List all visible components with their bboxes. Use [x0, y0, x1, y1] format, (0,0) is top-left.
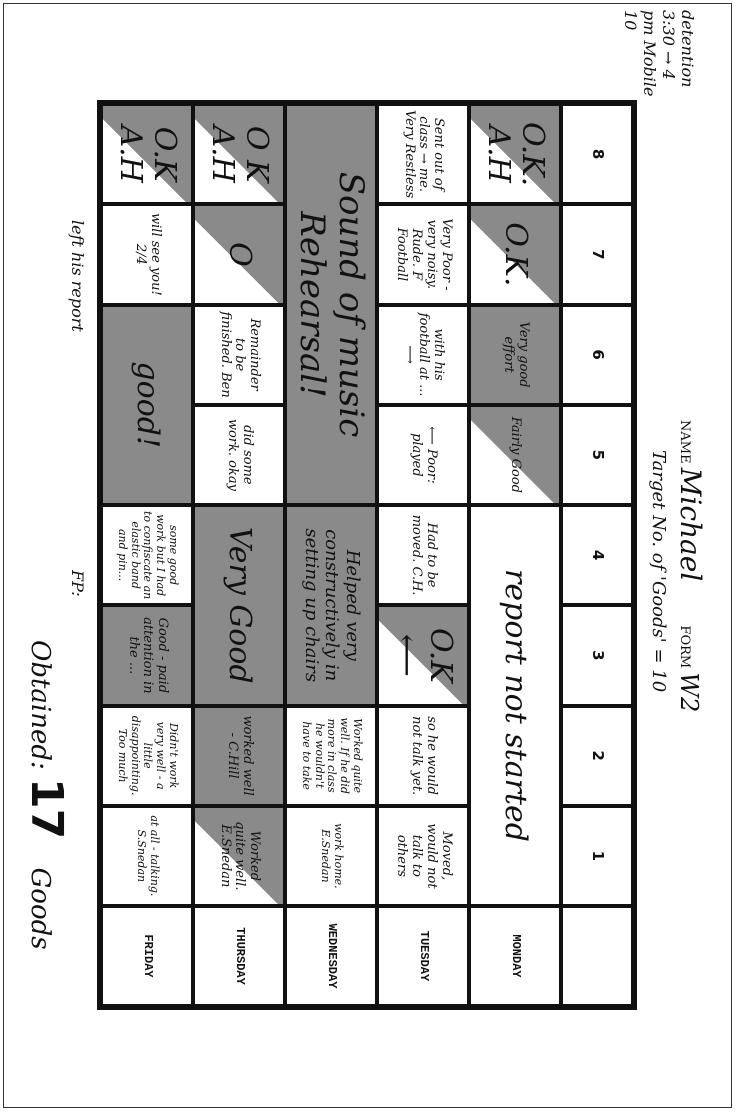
- wed-p2: Worked quite well. If he did more in class he wouldn't have to take: [285, 706, 377, 806]
- fri-p4: some good work but I had to confiscate an elastic band and pin...: [101, 505, 193, 605]
- thu-p8: O K A.H: [193, 104, 285, 204]
- thu-p1: Worked quite well. E.Snedan: [193, 806, 285, 906]
- mon-p8: O.K. A.H: [469, 104, 561, 204]
- mon-p5: Fairly Good: [469, 405, 561, 505]
- tue-p4: Had to be moved. C.H.: [377, 505, 469, 605]
- mon-p6: Very good effort: [469, 305, 561, 405]
- left-report-note: left his report: [68, 220, 87, 332]
- col-header-7: 7: [561, 204, 633, 304]
- col-header-4: 4: [561, 505, 633, 605]
- obtained-line: [21, 640, 72, 950]
- thu-p7: O: [193, 204, 285, 304]
- fp-note: FP:: [68, 570, 87, 597]
- fri-p7: will see you! 2/4: [101, 204, 193, 304]
- tue-p2: so he would not talk yet.: [377, 706, 469, 806]
- tue-p8: Sent out of class → me. Very Restless: [377, 104, 469, 204]
- fri-p3: Good - paid attention in the ...: [101, 605, 193, 705]
- wed-p3-4: Helped very constructively in setting up chairs: [285, 505, 377, 706]
- tue-p1: Moved, would not talk to others: [377, 806, 469, 906]
- name-line: [674, 420, 707, 712]
- col-header-3: 3: [561, 605, 633, 705]
- report-grid: [97, 100, 637, 1010]
- col-header-6: 6: [561, 305, 633, 405]
- tue-p3: O.K ⟵: [377, 605, 469, 705]
- mon-p7: O.K.: [469, 204, 561, 304]
- day-wednesday: WEDNESDAY: [285, 906, 377, 1006]
- wed-p5-8: Sound of music Rehearsal!: [285, 104, 377, 505]
- col-header-day: [561, 906, 633, 1006]
- col-header-2: 2: [561, 706, 633, 806]
- target-text: Target No. of 'Goods' = 10: [648, 450, 669, 693]
- goods-label: Goods: [25, 867, 55, 950]
- form-value: W2: [675, 672, 703, 713]
- day-friday: FRIDAY: [101, 906, 193, 1006]
- obtained-label: Obtained:: [25, 640, 55, 770]
- form-label: FORM: [677, 625, 692, 669]
- tue-p7: Very Poor - very noisy. Rude. F Football: [377, 204, 469, 304]
- obtained-value: 17: [21, 778, 72, 840]
- wed-p1: work home. E.Snedan: [285, 806, 377, 906]
- thu-p3-4: Very Good: [193, 505, 285, 706]
- tue-p5: ⟵ Poor: played: [377, 405, 469, 505]
- thu-p6: Remainder to be finished. Ben: [193, 305, 285, 405]
- fri-p8: O.K A.H: [101, 104, 193, 204]
- day-monday: MONDAY: [469, 906, 561, 1006]
- col-header-1: 1: [561, 806, 633, 906]
- detention-note: detention 3:30 → 4 pm Mobile 10: [621, 10, 697, 97]
- thu-p5: did some work. okay: [193, 405, 285, 505]
- mon-p1-4: report not started: [469, 505, 561, 906]
- day-thursday: THURSDAY: [193, 906, 285, 1006]
- thu-p2: worked well - C.Hill: [193, 706, 285, 806]
- tue-p6: with his football at ... ⟶: [377, 305, 469, 405]
- day-tuesday: TUESDAY: [377, 906, 469, 1006]
- fri-p1: at all - talking. S.Snedan: [101, 806, 193, 906]
- name-label: NAME: [677, 420, 692, 464]
- fri-p5-6: good!: [101, 305, 193, 506]
- col-header-5: 5: [561, 405, 633, 505]
- col-header-8: 8: [561, 104, 633, 204]
- fri-p2: Didn't work very well - a little disappointing. Too much: [101, 706, 193, 806]
- name-value: Michael: [674, 467, 707, 582]
